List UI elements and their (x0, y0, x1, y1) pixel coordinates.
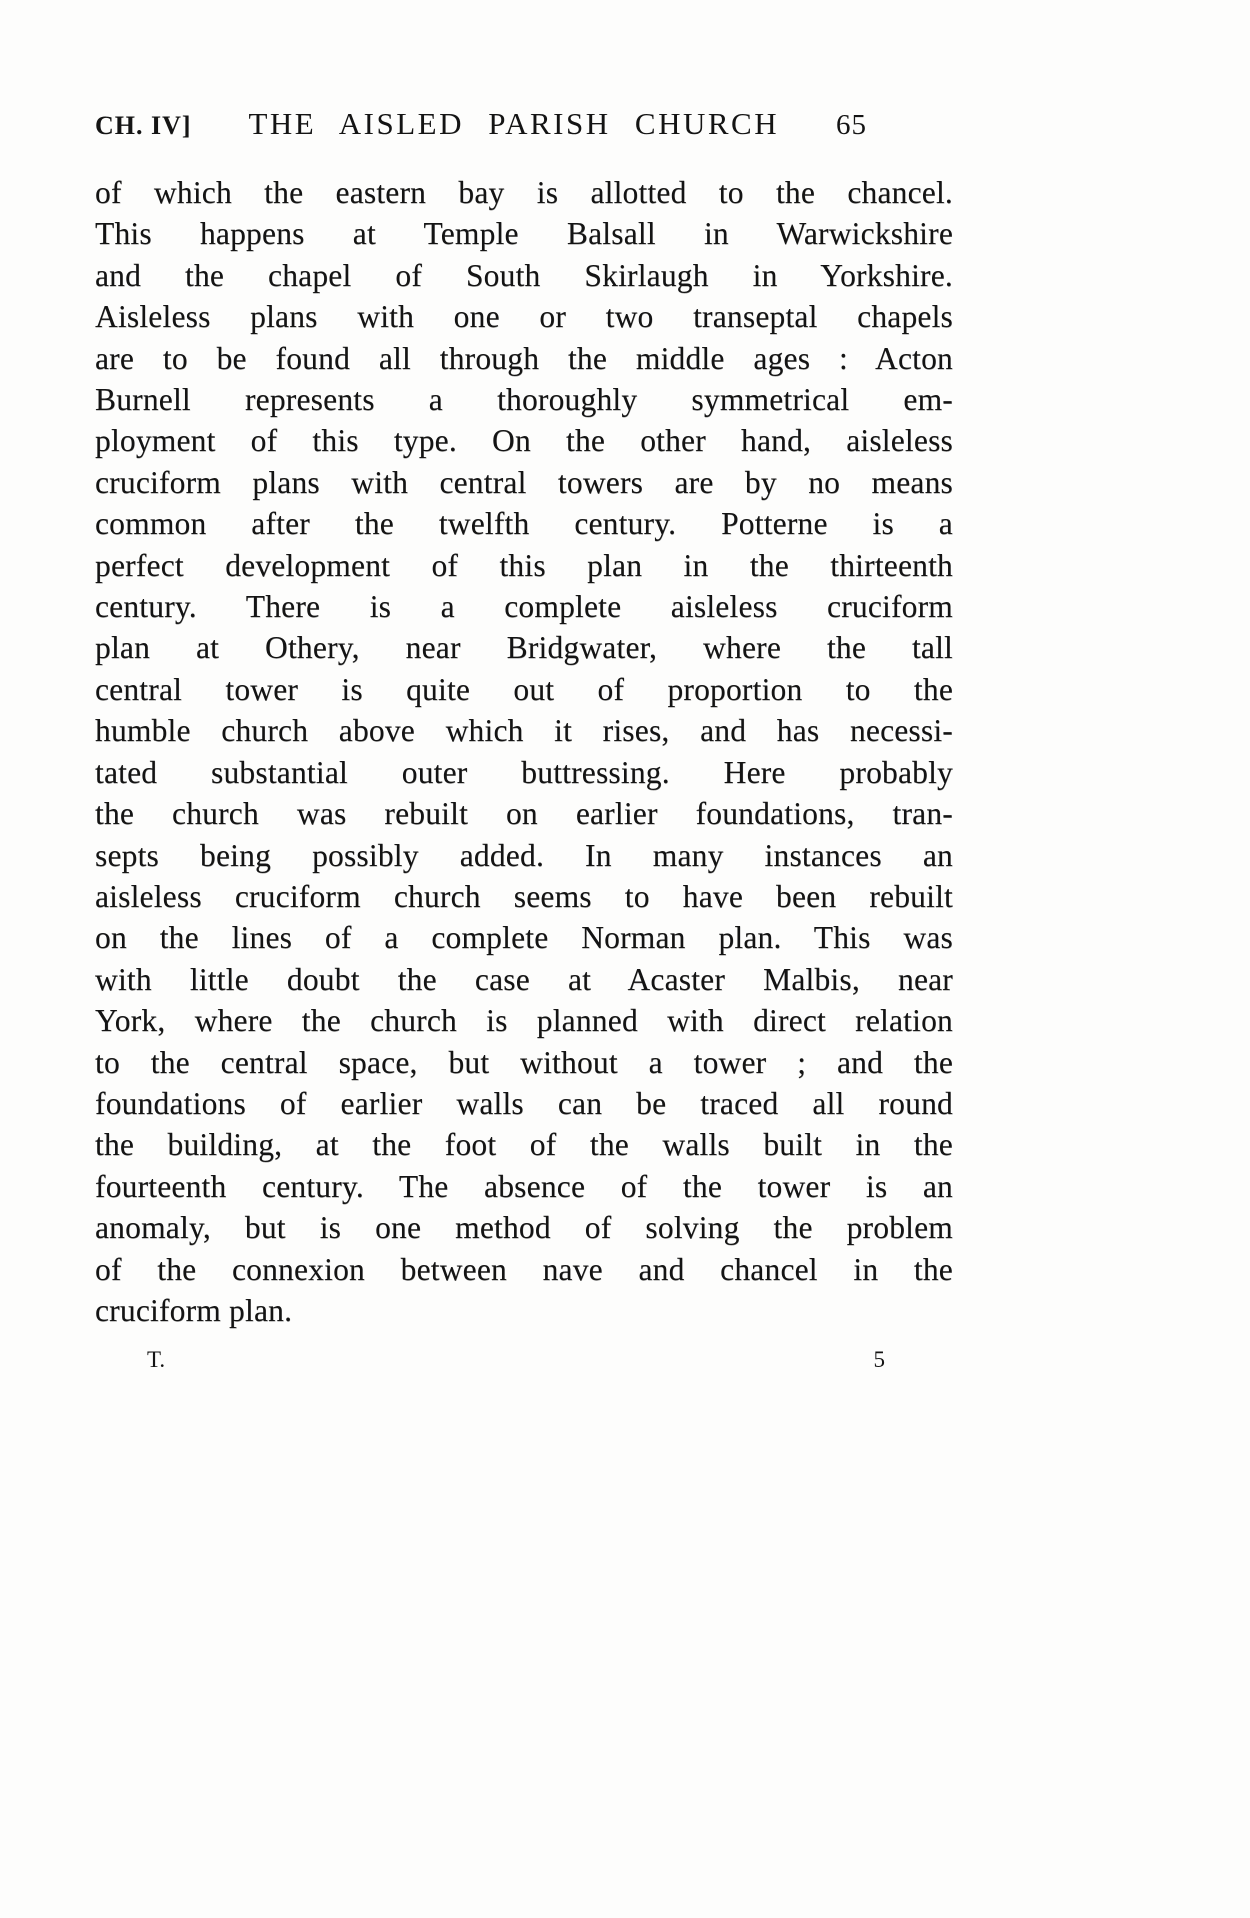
text-line: aisleless cruciform church seems to have been rebuilt (95, 878, 953, 914)
text-line: plan at Othery, near Bridgwater, where the tall (95, 630, 953, 666)
footer-signature-left: T. (147, 1347, 166, 1373)
text-line: cruciform plan. (95, 1292, 293, 1328)
text-line: Aisleless plans with one or two transeptal chapels (95, 299, 953, 335)
text-line: the building, at the foot of the walls built in the (95, 1127, 953, 1163)
text-line: septs being possibly added. In many instances an (95, 837, 953, 873)
page-number: 65 (836, 109, 867, 141)
text-line: and the chapel of South Skirlaugh in Yorkshire. (95, 257, 953, 293)
text-line: anomaly, but is one method of solving the problem (95, 1210, 953, 1246)
text-line: Burnell represents a thoroughly symmetrical em- (95, 382, 953, 418)
text-line: common after the twelfth century. Potterne is a (95, 506, 953, 542)
text-line: on the lines of a complete Norman plan. This was (95, 920, 953, 956)
text-line: central tower is quite out of proportion to the (95, 671, 953, 707)
page-title: THE AISLED PARISH CHURCH (248, 106, 780, 141)
footer-signature-right: 5 (873, 1347, 885, 1373)
text-line: with little doubt the case at Acaster Malbis, near (95, 961, 953, 997)
text-line: century. There is a complete aisleless cruciform (95, 589, 953, 625)
text-line: York, where the church is planned with direct relation (95, 1003, 953, 1039)
text-line: perfect development of this plan in the thirteenth (95, 547, 953, 583)
text-line: are to be found all through the middle ages : Acton (95, 340, 953, 376)
page-footer (95, 1347, 885, 1373)
text-line: This happens at Temple Balsall in Warwickshire (95, 216, 953, 252)
chapter-label: CH. IV] (95, 111, 192, 140)
text-line: fourteenth century. The absence of the tower is an (95, 1168, 953, 1204)
text-line: humble church above which it rises, and has necessi- (95, 713, 953, 749)
page-content (95, 106, 953, 1373)
text-line: foundations of earlier walls can be traced all round (95, 1085, 953, 1121)
text-line: cruciform plans with central towers are by no means (95, 464, 953, 500)
text-line: to the central space, but without a tower ; and the (95, 1044, 953, 1080)
text-line: the church was rebuilt on earlier foundations, tran- (95, 796, 953, 832)
text-line: tated substantial outer buttressing. Here probably (95, 754, 953, 790)
page-header (95, 106, 867, 142)
text-line: of the connexion between nave and chancel in the (95, 1251, 953, 1287)
text-line: ployment of this type. On the other hand, aisleless (95, 423, 953, 459)
body-text (95, 172, 953, 1331)
text-line: of which the eastern bay is allotted to the chancel. (95, 175, 953, 210)
